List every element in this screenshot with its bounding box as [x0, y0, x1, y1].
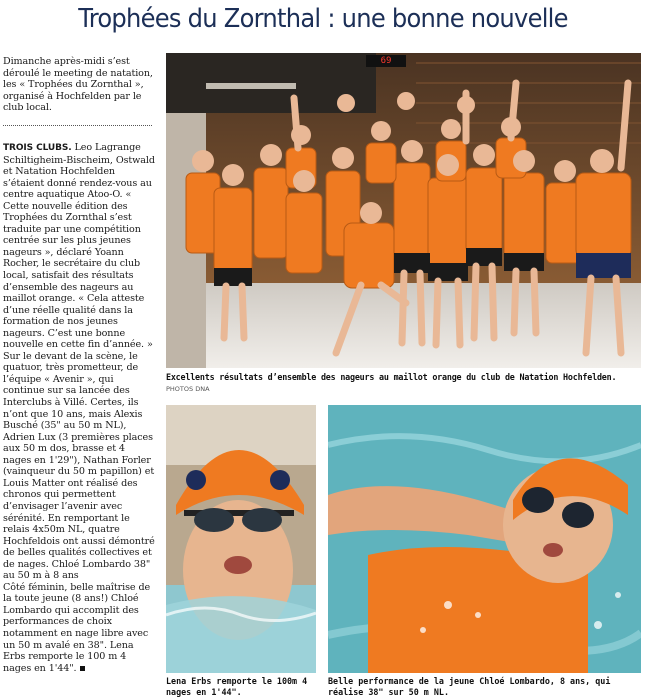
team-photo-caption: Excellents résultats d’ensemble des nageurs au maillot orange du club de Natation Hochfelden. [166, 372, 617, 382]
paragraph-1 [3, 142, 155, 351]
lena-photo-caption: Lena Erbs remporte le 100m 4 nages en 1'44". [166, 676, 308, 697]
lead-in: TROIS CLUBS. [3, 143, 72, 153]
paragraph-3-text: Côté féminin, belle maîtrise de la toute jeune (8 ans!) Chloé Lombardo qui accomplit des performances de choix notamment en nage libre avec un 50 m avalé en 38". Lena Erbs remporte le 100 m 4 nages en 1'44". [3, 581, 151, 674]
article-body [3, 142, 155, 674]
paragraph-1-text: Leo Lagrange Schiltigheim-Bischeim, Ostwald et Natation Hochfelden s’étaient donné rendez-vous au centre aquatique Atoo-O. « Cette nouvelle édition des Trophées du Zornthal s’est traduite par une compétition centrée sur les plus jeunes nageurs », déclaré Yoann Rocher, le secrétaire du club local, satisfait des résultats d’ensemble des nageurs au maillot orange. « Cela atteste d’une réelle qualité dans la formation de nos jeunes nageurs. C’est une bonne nouvelle en cette fin d’année. » [3, 142, 155, 351]
photo-credit: PHOTOS DNA [166, 385, 210, 393]
intro-text [3, 56, 155, 114]
headline: Trophées du Zornthal : une bonne nouvelle [78, 4, 568, 34]
chloe-photo-caption: Belle performance de la jeune Chloé Lombardo, 8 ans, qui réalise 38" sur 50 m NL. [328, 676, 611, 697]
lena-photo [166, 405, 316, 673]
team-photo [166, 53, 641, 368]
paragraph-2: Sur le devant de la scène, le quatuor, très prometteur, de l’équipe « Avenir », qui continue sur sa lancée des Interclubs à Villé. Certes, ils n’ont que 10 ans, mais Alexis Busché (35" au 50 m NL), Adrien Lux (3 premières places aux 50 m dos, brasse et 4 nages en 1'29"), Nathan Forler (vainqueur du 50 m papillon) et Louis Matter ont réalisé des chronos qui permettent d’envisager l’avenir avec sérénité. En remportant le relais 4x50m NL, quatre Hochfeldois ont aussi démontré de belles qualités collectives et de nages. Chloé Lombardo 38" au 50 m à 8 ans [3, 350, 155, 582]
scoreboard-display: 69 [366, 55, 406, 67]
paragraph-3 [3, 582, 155, 674]
intro-divider [3, 125, 152, 126]
end-mark [80, 666, 85, 671]
chloe-photo [328, 405, 641, 673]
intro-paragraph: Dimanche après-midi s’est déroulé le meeting de natation, les « Trophées du Zornthal », organisé à Hochfelden par le club local. [3, 56, 153, 114]
